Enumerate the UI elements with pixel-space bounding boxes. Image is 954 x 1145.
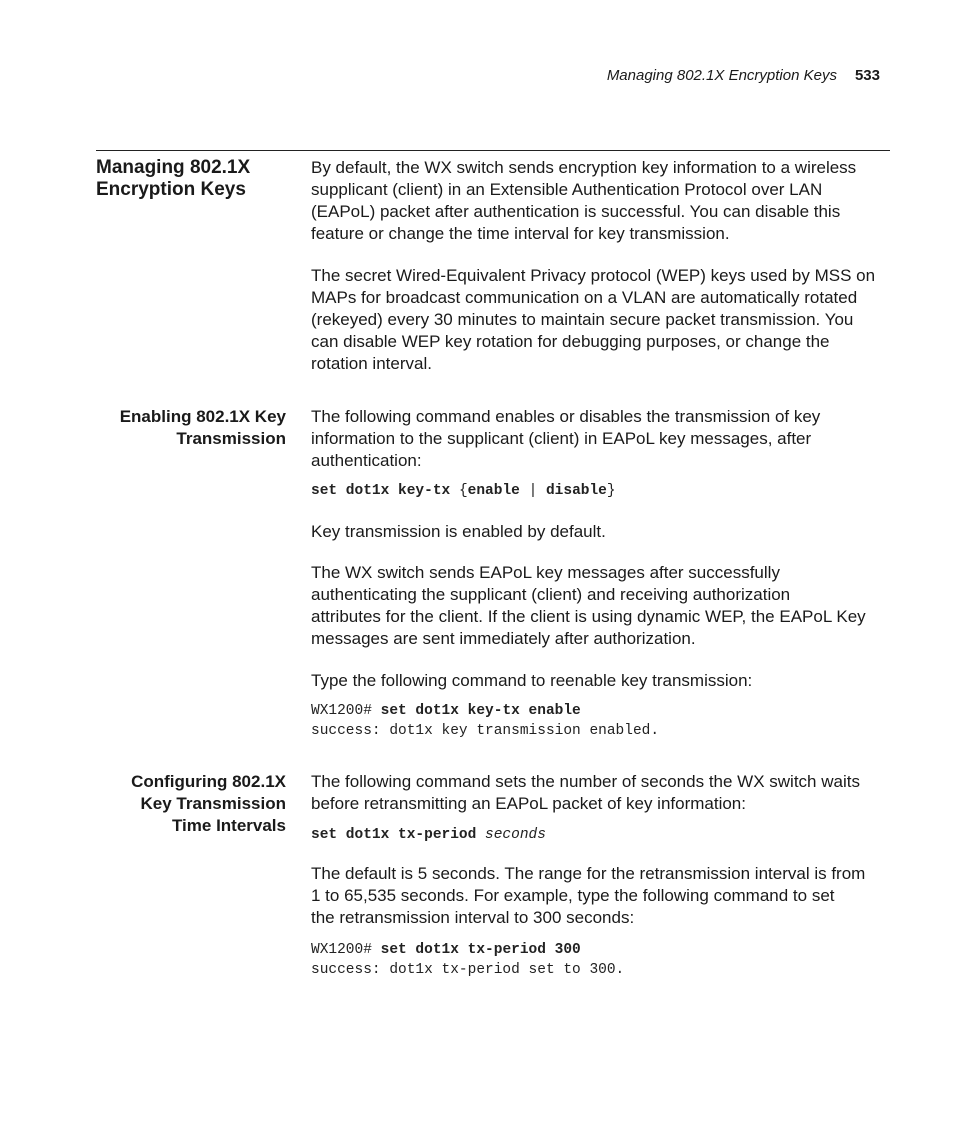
command-syntax-tx-period: set dot1x tx-period seconds bbox=[311, 827, 546, 843]
heading-line: Transmission bbox=[176, 429, 286, 448]
command-syntax-key-tx: set dot1x key-tx {enable | disable} bbox=[311, 483, 616, 499]
paragraph-key-tx-intro: The following command enables or disables the transmission of key information to the supplicant (client) in EAPoL key messages, after authentication: bbox=[311, 407, 821, 470]
paragraph-wep-rotation: The secret Wired-Equivalent Privacy protocol (WEP) keys used by MSS on MAPs for broadcast communication on a VLAN are automatically rotated (rekeyed) every 30 minutes to maintain secure packet transmission. You can disable WEP key rotation for debugging purposes, or change the rotation interval. bbox=[311, 266, 876, 373]
paragraph-default-behavior: By default, the WX switch sends encryption key information to a wireless supplicant (client) in an Extensible Authentication Protocol over LAN (EAPoL) packet after authentication is successful. You can disable this feature or change the time interval for key transmission. bbox=[311, 158, 857, 243]
running-header bbox=[607, 66, 880, 86]
heading-line: Configuring 802.1X bbox=[131, 772, 286, 791]
paragraph-tx-period-explanation: The default is 5 seconds. The range for the retransmission interval is from 1 to 65,535 seconds. For example, type the following command to set the retransmission interval to 300 seconds: bbox=[311, 864, 866, 927]
paragraph-example-intro: Type the following command to reenable key transmission: bbox=[311, 671, 753, 690]
section-heading-enabling-key-transmission bbox=[76, 406, 286, 450]
cli-command: set dot1x key-tx enable bbox=[380, 703, 581, 719]
section-divider bbox=[96, 150, 890, 151]
cli-prompt: WX1200# bbox=[311, 942, 372, 958]
paragraph-key-tx-explanation: The WX switch sends EAPoL key messages after successfully authenticating the supplicant (client) and receiving authorization attributes for the client. If the client is using dynamic WEP, the EAPoL Key messages are sent immediately after authorization. bbox=[311, 563, 866, 648]
cli-output: success: dot1x key transmission enabled. bbox=[311, 723, 660, 739]
cli-prompt: WX1200# bbox=[311, 703, 372, 719]
paragraph-tx-period-intro: The following command sets the number of seconds the WX switch waits before retransmitting an EAPoL packet of key information: bbox=[311, 772, 860, 813]
code-example-tx-period bbox=[311, 940, 624, 980]
heading-line: Enabling 802.1X Key bbox=[119, 407, 286, 426]
cli-output: success: dot1x tx-period set to 300. bbox=[311, 962, 625, 978]
heading-line: Encryption Keys bbox=[96, 179, 246, 200]
page-number: 533 bbox=[854, 67, 880, 84]
running-header-title: Managing 802.1X Encryption Keys bbox=[606, 67, 837, 84]
cli-command: set dot1x tx-period 300 bbox=[380, 942, 581, 958]
section-heading-configuring-intervals bbox=[76, 771, 286, 837]
code-example-key-tx bbox=[311, 701, 659, 741]
heading-line: Time Intervals bbox=[171, 816, 286, 835]
paragraph-default-note: Key transmission is enabled by default. bbox=[311, 522, 606, 541]
heading-line: Key Transmission bbox=[140, 794, 286, 813]
heading-line: Managing 802.1X bbox=[96, 157, 251, 178]
section-heading-managing-keys bbox=[96, 157, 296, 201]
